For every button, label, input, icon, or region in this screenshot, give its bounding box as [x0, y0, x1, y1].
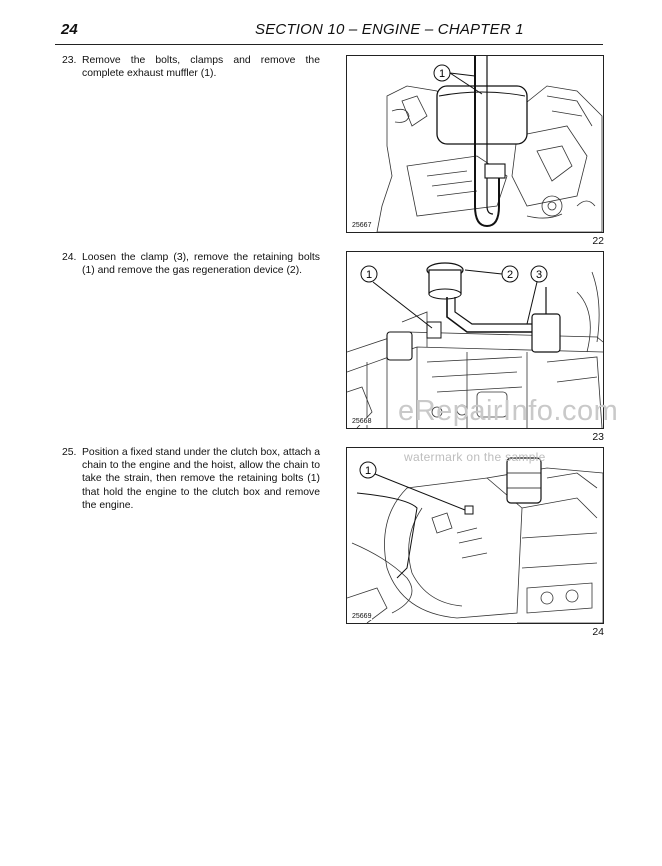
engine-illustration	[347, 56, 603, 232]
callout-1: 1	[364, 465, 372, 477]
figure-code: 25667	[352, 222, 372, 229]
page-number: 24	[61, 21, 78, 38]
step-text: Remove the bolts, clamps and remove the complete exhaust muffler (1).	[82, 55, 320, 80]
callout-1: 1	[438, 68, 446, 80]
step-number: 25.	[62, 447, 77, 458]
step-text: Loosen the clamp (3), remove the retaining bolts (1) and remove the gas regeneration device (2).	[82, 252, 320, 277]
callout-2: 2	[506, 269, 514, 281]
figure-number: 23	[592, 431, 604, 443]
page-header	[55, 18, 603, 45]
step-number: 23.	[62, 55, 77, 66]
figure-code: 25668	[352, 418, 372, 425]
figure-22-exhaust-muffler	[346, 55, 604, 233]
callout-3: 3	[535, 269, 543, 281]
step-number: 24.	[62, 252, 77, 263]
step-24	[62, 251, 320, 277]
step-text: Position a fixed stand under the clutch box, attach a chain to the engine and the hoist, allow the chain to take the strain, then remove the retaining bolts (1) that hold the engine to the clutch box and remove the engine.	[82, 447, 320, 511]
figure-number: 24	[592, 626, 604, 638]
figure-number: 22	[592, 235, 604, 247]
watermark-site: eRepairInfo.com	[398, 395, 619, 427]
watermark-note: watermark on the sample	[404, 450, 546, 464]
figure-24-clutch-box	[346, 447, 604, 624]
step-23	[62, 54, 320, 80]
step-25	[62, 446, 320, 512]
section-title: SECTION 10 – ENGINE – CHAPTER 1	[255, 21, 524, 38]
callout-1: 1	[365, 269, 373, 281]
figure-code: 25669	[352, 613, 372, 620]
engine-illustration	[347, 448, 603, 623]
